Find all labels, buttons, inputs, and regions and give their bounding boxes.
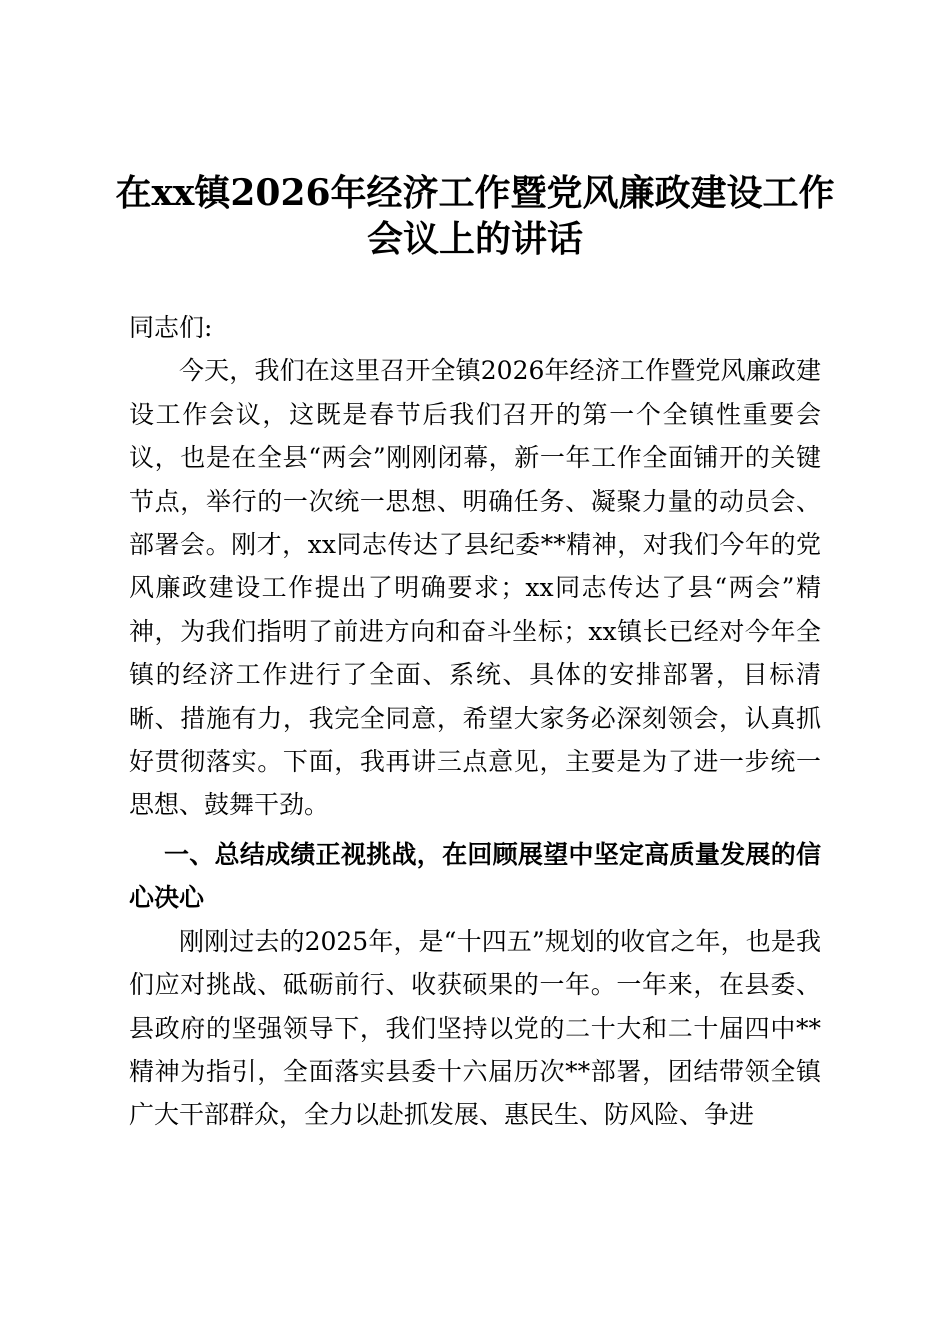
document-title [110, 170, 840, 262]
title-line-2: 会议上的讲话 [366, 218, 583, 260]
title-line-1: 在xx镇2026年经济工作暨党风廉政建设工作 [115, 172, 835, 214]
paragraph-opening: 今天，我们在这里召开全镇2026年经济工作暨党风廉政建设工作会议，这既是春节后我们召开的第一个全镇性重要会议，也是在全县“两会”刚刚闭幕，新一年工作全面铺开的关键节点，举行的一次统一思想、明确任务、凝聚力量的动员会、部署会。刚才，xx同志传达了县纪委**精神，对我们今年的党风廉政建设工作提出了明确要求；xx同志传达了县“两会”精神，为我们指明了前进方向和奋斗坐标；xx镇长已经对今年全镇的经济工作进行了全面、系统、具体的安排部署，目标清晰、措施有力，我完全同意，希望大家务必深刻领会，认真抓好贯彻落实。下面，我再讲三点意见，主要是为了进一步统一思想、鼓舞干劲。 [129, 356, 821, 820]
salutation: 同志们: [129, 313, 213, 342]
document-body [129, 306, 821, 1137]
paragraph-review: 刚刚过去的2025年，是“十四五”规划的收官之年，也是我们应对挑战、砥砺前行、收获硕果的一年。一年来，在县委、县政府的坚强领导下，我们坚持以党的二十大和二十届四中**精神为指引，全面落实县委十六届历次**部署，团结带领全镇广大干部群众，全力以赴抓发展、惠民生、防风险、争进 [129, 926, 821, 1130]
section-heading-1: 一、总结成绩正视挑战，在回顾展望中坚定高质量发展的信心决心 [129, 839, 821, 913]
